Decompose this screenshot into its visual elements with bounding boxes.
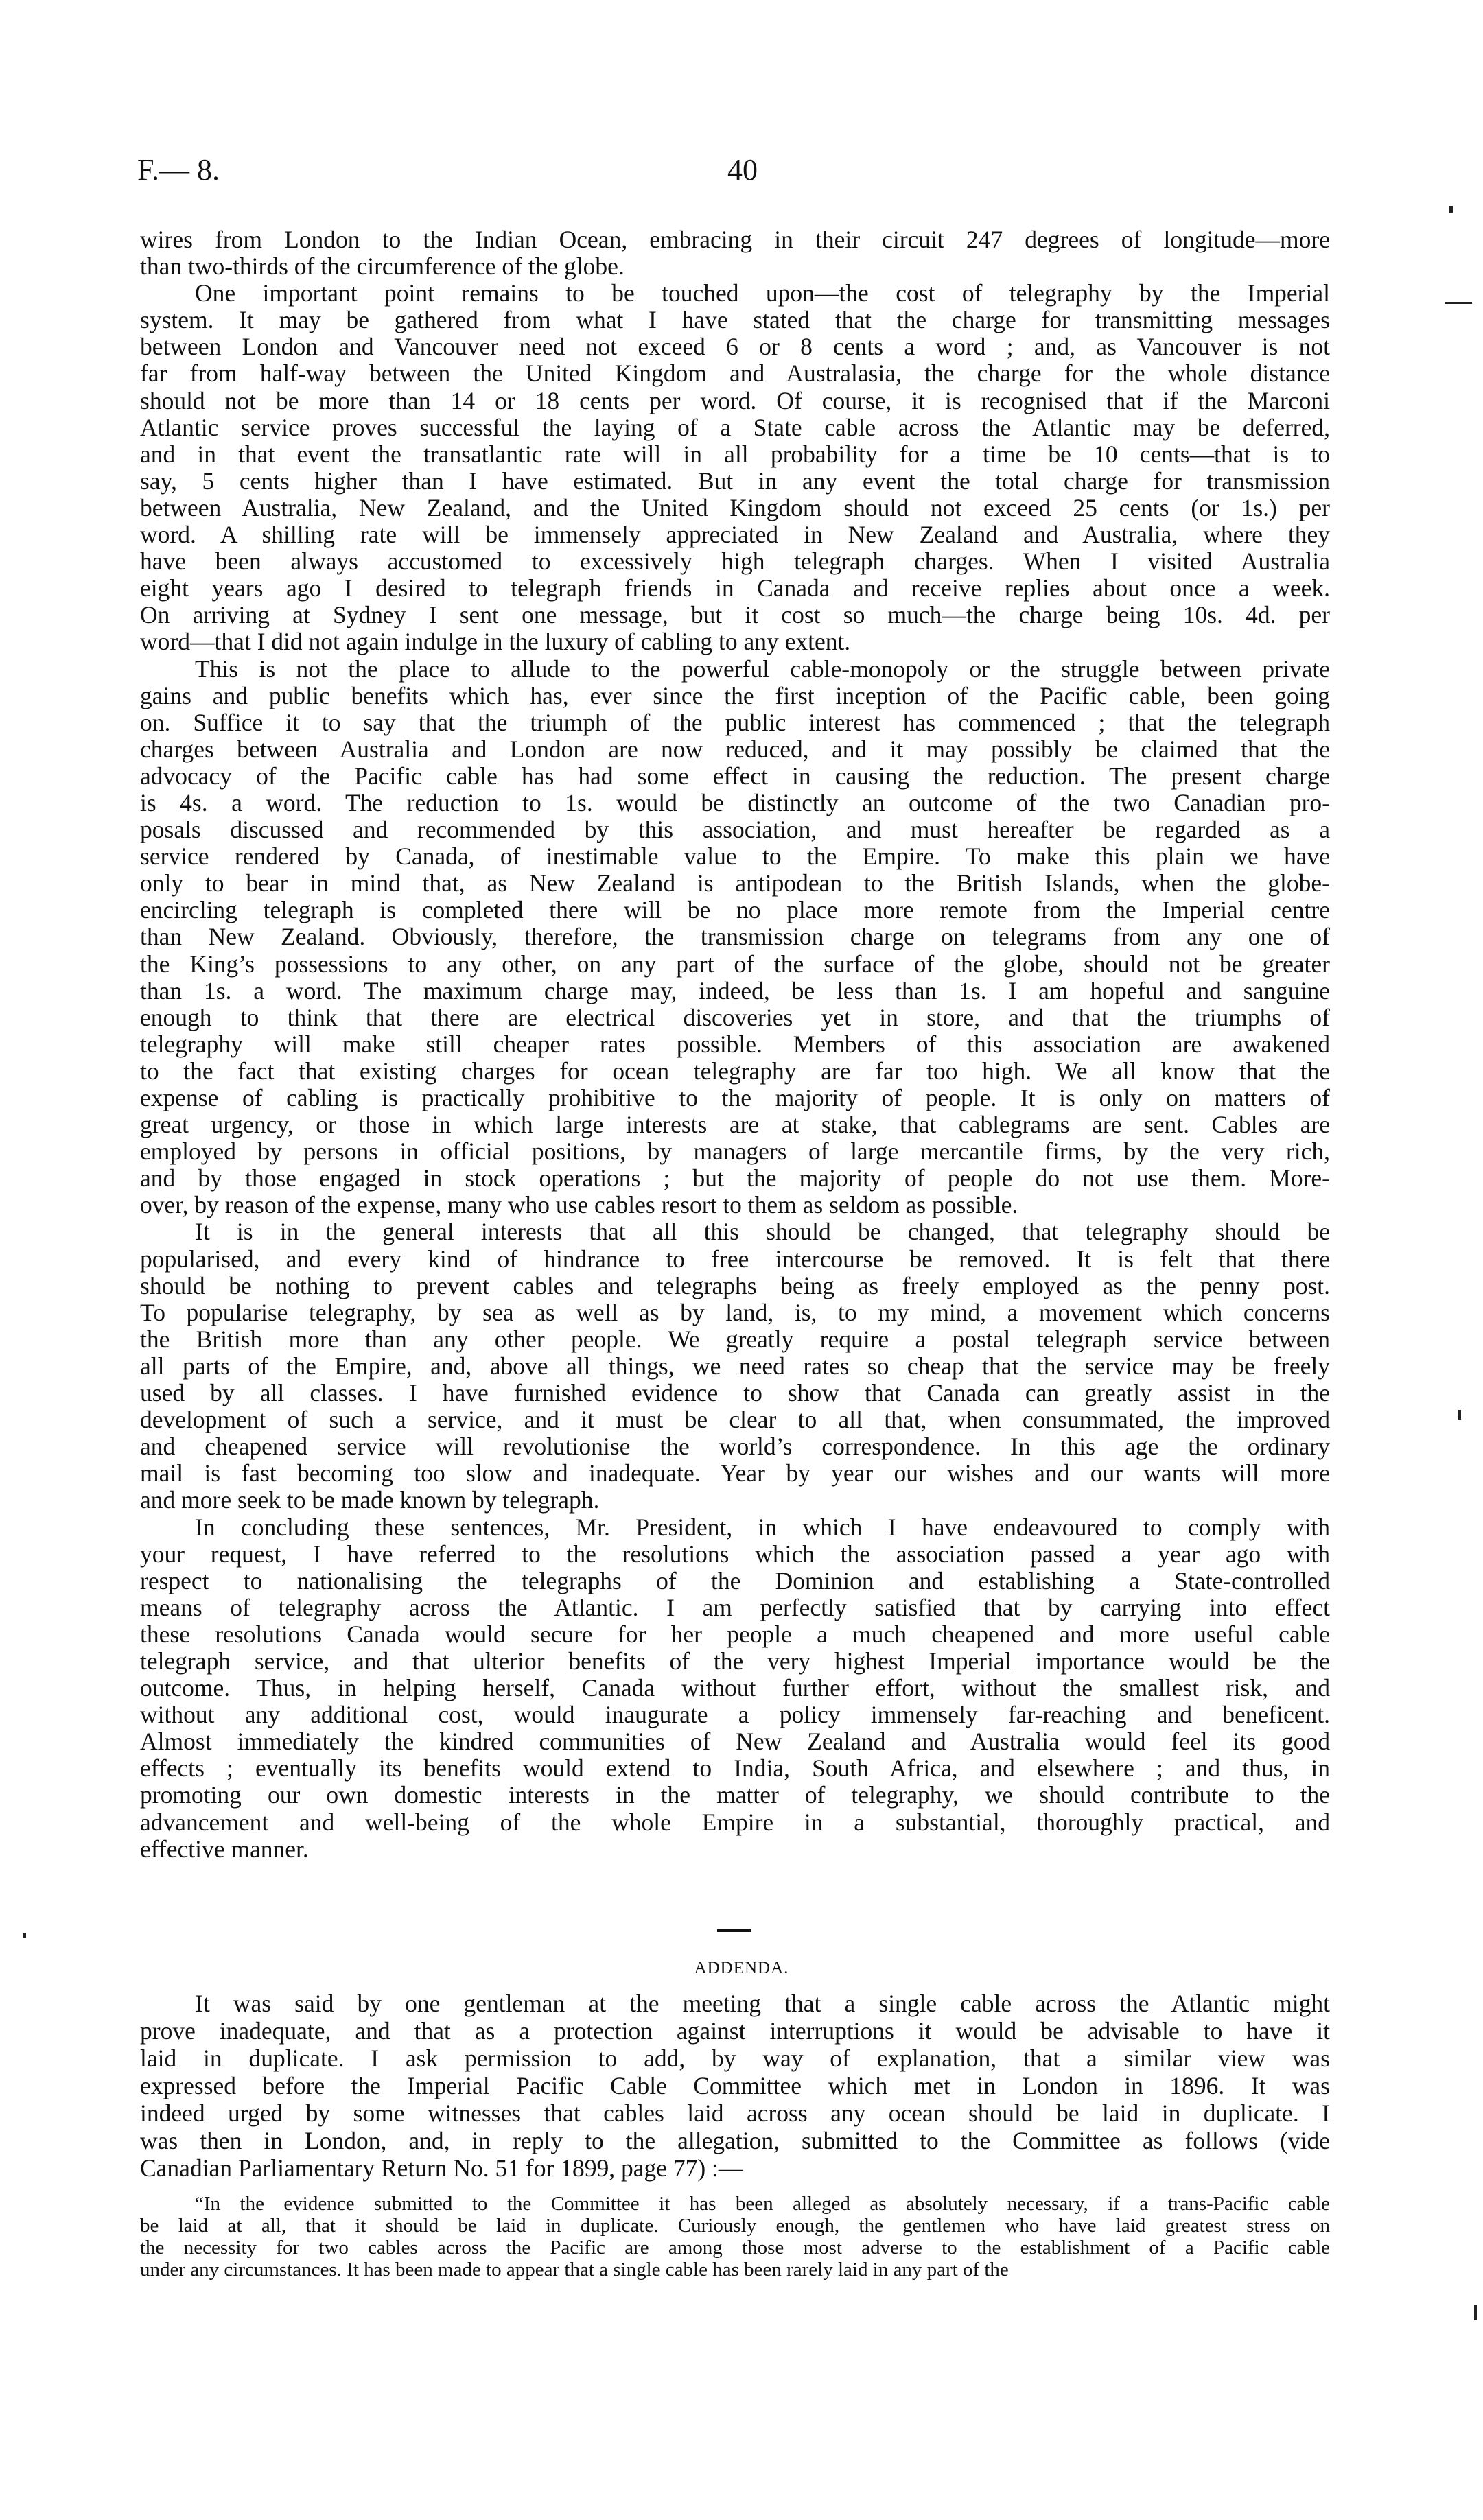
text-line: This is not the place to allude to the powerful cable-monopoly or the struggle between private bbox=[195, 655, 1330, 683]
scan-mark bbox=[1445, 302, 1472, 304]
text-line: these resolutions Canada would secure for her people a much cheapened and more useful cable bbox=[140, 1620, 1330, 1648]
text-line: eight years ago I desired to telegraph friends in Canada and receive replies about once a week. bbox=[140, 574, 1330, 602]
text-line: and by those engaged in stock operations ; but the majority of people do not use them. More- bbox=[140, 1164, 1330, 1192]
text-line: should be nothing to prevent cables and telegraphs being as freely employed as the penny post. bbox=[140, 1271, 1330, 1299]
text-line: employed by persons in official positions, by managers of large mercantile firms, by the very rich, bbox=[140, 1138, 1330, 1166]
text-line: Atlantic service proves successful the laying of a State cable across the Atlantic may be deferred, bbox=[140, 413, 1330, 441]
text-line: and cheapened service will revolutionise the world’s correspondence. In this age the ordinary bbox=[140, 1433, 1330, 1461]
addenda-heading: ADDENDA. bbox=[694, 1959, 789, 1977]
text-line: posals discussed and recommended by this association, and must hereafter be regarded as a bbox=[140, 816, 1330, 844]
text-line: your request, I have referred to the resolutions which the association passed a year ago with bbox=[140, 1540, 1330, 1568]
text-line: and more seek to be made known by telegraph. bbox=[140, 1486, 600, 1514]
text-line: over, by reason of the expense, many who use cables resort to them as seldom as possible. bbox=[140, 1191, 1018, 1219]
text-line: to the fact that existing charges for ocean telegraphy are far too high. We all know that the bbox=[140, 1057, 1330, 1085]
body-text bbox=[140, 226, 1330, 1863]
text-line: wires from London to the Indian Ocean, embracing in their circuit 247 degrees of longitude—more bbox=[140, 226, 1330, 253]
text-line: means of telegraphy across the Atlantic. I am perfectly satisfied that by carrying into effect bbox=[140, 1593, 1330, 1621]
quoted-evidence bbox=[140, 2193, 1330, 2281]
text-line: One important point remains to be touched upon—the cost of telegraphy by the Imperial bbox=[195, 279, 1330, 307]
text-line: advancement and well-being of the whole Empire in a substantial, thoroughly practical, and bbox=[140, 1808, 1330, 1836]
text-line: and in that event the transatlantic rate will in all probability for a time be 10 cents—that is to bbox=[140, 440, 1330, 468]
scan-mark bbox=[23, 1933, 26, 1938]
text-line: expense of cabling is practically prohibitive to the majority of people. It is only on matters of bbox=[140, 1084, 1330, 1111]
text-line: In concluding these sentences, Mr. President, in which I have endeavoured to comply with bbox=[195, 1513, 1330, 1541]
text-line: promoting our own domestic interests in the matter of telegraphy, we should contribute to the bbox=[140, 1781, 1330, 1809]
page-number: 40 bbox=[727, 153, 758, 187]
text-line: advocacy of the Pacific cable has had some effect in causing the reduction. The present charge bbox=[140, 762, 1330, 790]
text-line: telegraph service, and that ulterior benefits of the very highest Imperial importance would be the bbox=[140, 1647, 1330, 1675]
text-line: It is in the general interests that all this should be changed, that telegraphy should be bbox=[195, 1218, 1330, 1246]
text-line: “In the evidence submitted to the Committee it has been alleged as absolutely necessary, if a trans-Pacific cable bbox=[195, 2193, 1330, 2215]
text-line: word. A shilling rate will be immensely appreciated in New Zealand and Australia, where they bbox=[140, 521, 1330, 549]
text-line: Canadian Parliamentary Return No. 51 for 1899, page 77) :— bbox=[140, 2154, 743, 2182]
text-line: used by all classes. I have furnished evidence to show that Canada can greatly assist in the bbox=[140, 1379, 1330, 1407]
text-line: encircling telegraph is completed there will be no place more remote from the Imperial centre bbox=[140, 896, 1330, 924]
text-line: gains and public benefits which has, ever since the first inception of the Pacific cable, been going bbox=[140, 681, 1330, 709]
text-line: than New Zealand. Obviously, therefore, the transmission charge on telegrams from any one of bbox=[140, 923, 1330, 951]
addenda-paragraph bbox=[140, 1990, 1330, 2182]
text-line: system. It may be gathered from what I have stated that the charge for transmitting messages bbox=[140, 306, 1330, 334]
text-line: telegraphy will make still cheaper rates possible. Members of this association are awakened bbox=[140, 1030, 1330, 1058]
text-line: expressed before the Imperial Pacific Cable Committee which met in London in 1896. It was bbox=[140, 2072, 1330, 2099]
text-line: On arriving at Sydney I sent one message, but it cost so much—the charge being 10s. 4d. per bbox=[140, 601, 1330, 629]
scan-mark bbox=[1474, 2305, 1477, 2320]
text-line: great urgency, or those in which large interests are at stake, that cablegrams are sent. Cables are bbox=[140, 1111, 1330, 1139]
text-line: It was said by one gentleman at the meeting that a single cable across the Atlantic might bbox=[195, 1990, 1330, 2017]
text-line: outcome. Thus, in helping herself, Canada without further effort, without the smallest risk, and bbox=[140, 1674, 1330, 1702]
text-line: To popularise telegraphy, by sea as well as by land, is, to my mind, a movement which concerns bbox=[140, 1298, 1330, 1326]
text-line: service rendered by Canada, of inestimable value to the Empire. To make this plain we have bbox=[140, 843, 1330, 871]
text-line: charges between Australia and London are now reduced, and it may possibly be claimed that the bbox=[140, 735, 1330, 763]
text-line: on. Suffice it to say that the triumph of the public interest has commenced ; that the telegraph bbox=[140, 708, 1330, 736]
text-line: all parts of the Empire, and, above all things, we need rates so cheap that the service may be freely bbox=[140, 1352, 1330, 1380]
section-divider bbox=[717, 1929, 751, 1932]
text-line: without any additional cost, would inaugurate a policy immensely far-reaching and beneficent. bbox=[140, 1701, 1330, 1729]
text-line: the necessity for two cables across the Pacific are among those most adverse to the establishment of a Pacific cable bbox=[140, 2237, 1330, 2259]
text-line: the King’s possessions to any other, on any part of the surface of the globe, should not be greater bbox=[140, 950, 1330, 978]
text-line: mail is fast becoming too slow and inadequate. Year by year our wishes and our wants will more bbox=[140, 1459, 1330, 1487]
text-line: word—that I did not again indulge in the luxury of cabling to any extent. bbox=[140, 628, 851, 656]
text-line: far from half-way between the United Kingdom and Australasia, the charge for the whole distance bbox=[140, 360, 1330, 388]
text-line: laid in duplicate. I ask permission to add, by way of explanation, that a similar view was bbox=[140, 2045, 1330, 2072]
text-line: Almost immediately the kindred communities of New Zealand and Australia would feel its good bbox=[140, 1728, 1330, 1756]
text-line: be laid at all, that it should be laid in duplicate. Curiously enough, the gentlemen who have laid greatest stress on bbox=[140, 2215, 1330, 2237]
text-line: the British more than any other people. We greatly require a postal telegraph service between bbox=[140, 1325, 1330, 1353]
text-line: effective manner. bbox=[140, 1835, 309, 1863]
text-line: have been always accustomed to excessively high telegraph charges. When I visited Australia bbox=[140, 547, 1330, 576]
text-line: than 1s. a word. The maximum charge may, indeed, be less than 1s. I am hopeful and sanguine bbox=[140, 976, 1330, 1004]
text-line: than two-thirds of the circumference of the globe. bbox=[140, 252, 624, 281]
text-line: should not be more than 14 or 18 cents per word. Of course, it is recognised that if the Marconi bbox=[140, 386, 1330, 414]
text-line: prove inadequate, and that as a protection against interruptions it would be advisable to have it bbox=[140, 2017, 1330, 2045]
scan-mark bbox=[1458, 1410, 1461, 1420]
text-line: development of such a service, and it must be clear to all that, when consummated, the improved bbox=[140, 1406, 1330, 1434]
text-line: say, 5 cents higher than I have estimated. But in any event the total charge for transmission bbox=[140, 467, 1330, 495]
text-line: is 4s. a word. The reduction to 1s. would be distinctly an outcome of the two Canadian pro- bbox=[140, 788, 1330, 816]
text-line: popularised, and every kind of hindrance to free intercourse be removed. It is felt that there bbox=[140, 1245, 1330, 1273]
text-line: was then in London, and, in reply to the allegation, submitted to the Committee as follows (vide bbox=[140, 2127, 1330, 2154]
text-line: effects ; eventually its benefits would extend to India, South Africa, and elsewhere ; and thus, in bbox=[140, 1754, 1330, 1782]
text-line: indeed urged by some witnesses that cables laid across any ocean should be laid in duplicate. I bbox=[140, 2099, 1330, 2127]
document-reference: F.— 8. bbox=[137, 153, 220, 187]
text-line: respect to nationalising the telegraphs of the Dominion and establishing a State-controlled bbox=[140, 1566, 1330, 1594]
scan-mark bbox=[1449, 206, 1453, 213]
text-line: between London and Vancouver need not exceed 6 or 8 cents a word ; and, as Vancouver is not bbox=[140, 333, 1330, 361]
text-line: enough to think that there are electrical discoveries yet in store, and that the triumphs of bbox=[140, 1003, 1330, 1031]
text-line: only to bear in mind that, as New Zealand is antipodean to the British Islands, when the globe- bbox=[140, 869, 1330, 897]
text-line: between Australia, New Zealand, and the United Kingdom should not exceed 25 cents (or 1s.) per bbox=[140, 493, 1330, 521]
text-line: under any circumstances. It has been made to appear that a single cable has been rarely laid in any part of the bbox=[140, 2259, 1009, 2281]
